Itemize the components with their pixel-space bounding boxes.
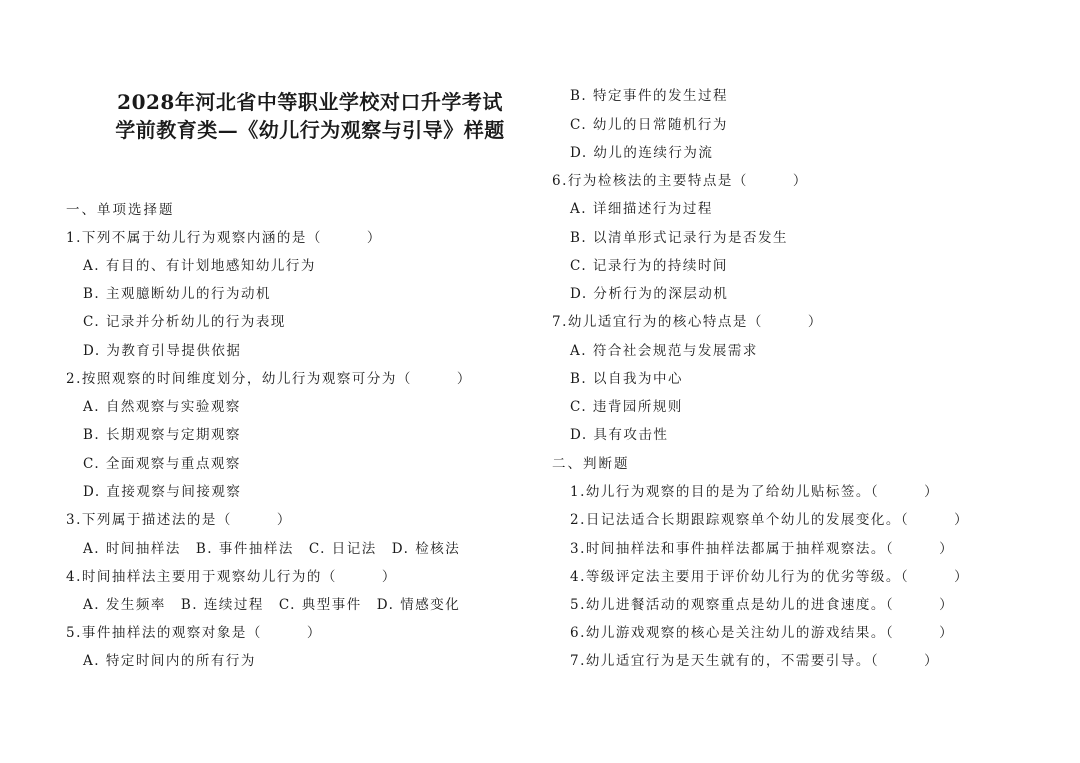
option: B. 以自我为中心	[570, 371, 684, 387]
option: C. 幼儿的日常随机行为	[570, 117, 728, 133]
exam-subtitle: 学前教育类—《幼儿行为观察与引导》样题	[115, 118, 505, 142]
option: D. 幼儿的连续行为流	[570, 145, 714, 161]
question-stem: 5.事件抽样法的观察对象是（ ）	[66, 625, 322, 641]
option: B. 特定事件的发生过程	[570, 88, 729, 104]
option: B. 以清单形式记录行为是否发生	[570, 230, 789, 246]
question-stem: 3.下列属于描述法的是（ ）	[66, 512, 292, 528]
question-stem: 6.行为检核法的主要特点是（ ）	[552, 173, 808, 189]
option: D. 直接观察与间接观察	[83, 484, 242, 500]
question-stem: 7.幼儿适宜行为的核心特点是（ ）	[552, 314, 823, 330]
option: A. 自然观察与实验观察	[83, 399, 241, 415]
option: C. 记录行为的持续时间	[570, 258, 728, 274]
section-heading-true-false: 二、判断题	[552, 456, 630, 472]
judgment-item: 3.时间抽样法和事件抽样法都属于抽样观察法。（ ）	[570, 541, 955, 557]
judgment-item: 1.幼儿行为观察的目的是为了给幼儿贴标签。（ ）	[570, 484, 940, 500]
judgment-item: 7.幼儿适宜行为是天生就有的，不需要引导。（ ）	[570, 653, 940, 669]
option: C. 记录并分析幼儿的行为表现	[83, 314, 286, 330]
option: C. 全面观察与重点观察	[83, 456, 241, 472]
question-stem: 4.时间抽样法主要用于观察幼儿行为的（ ）	[66, 569, 397, 585]
option: B. 主观臆断幼儿的行为动机	[83, 286, 272, 302]
option: A. 特定时间内的所有行为	[83, 653, 256, 669]
exam-title: 2028年河北省中等职业学校对口升学考试	[117, 90, 503, 114]
option: D. 具有攻击性	[570, 427, 669, 443]
judgment-item: 4.等级评定法主要用于评价幼儿行为的优劣等级。（ ）	[570, 569, 970, 585]
option: B. 长期观察与定期观察	[83, 427, 242, 443]
question-stem: 1.下列不属于幼儿行为观察内涵的是（ ）	[66, 230, 382, 246]
option: D. 为教育引导提供依据	[83, 343, 242, 359]
section-heading-single-choice: 一、单项选择题	[66, 202, 175, 218]
option: A. 符合社会规范与发展需求	[570, 343, 758, 359]
options-inline: A. 发生频率 B. 连续过程 C. 典型事件 D. 情感变化	[83, 597, 461, 613]
question-stem: 2.按照观察的时间维度划分，幼儿行为观察可分为（ ）	[66, 371, 472, 387]
option: A. 有目的、有计划地感知幼儿行为	[83, 258, 316, 274]
option: D. 分析行为的深层动机	[570, 286, 729, 302]
option: C. 违背园所规则	[570, 399, 683, 415]
options-inline: A. 时间抽样法 B. 事件抽样法 C. 日记法 D. 检核法	[83, 541, 461, 557]
option: A. 详细描述行为过程	[570, 201, 713, 217]
judgment-item: 6.幼儿游戏观察的核心是关注幼儿的游戏结果。（ ）	[570, 625, 955, 641]
judgment-item: 2.日记法适合长期跟踪观察单个幼儿的发展变化。（ ）	[570, 512, 970, 528]
judgment-item: 5.幼儿进餐活动的观察重点是幼儿的进食速度。（ ）	[570, 597, 955, 613]
